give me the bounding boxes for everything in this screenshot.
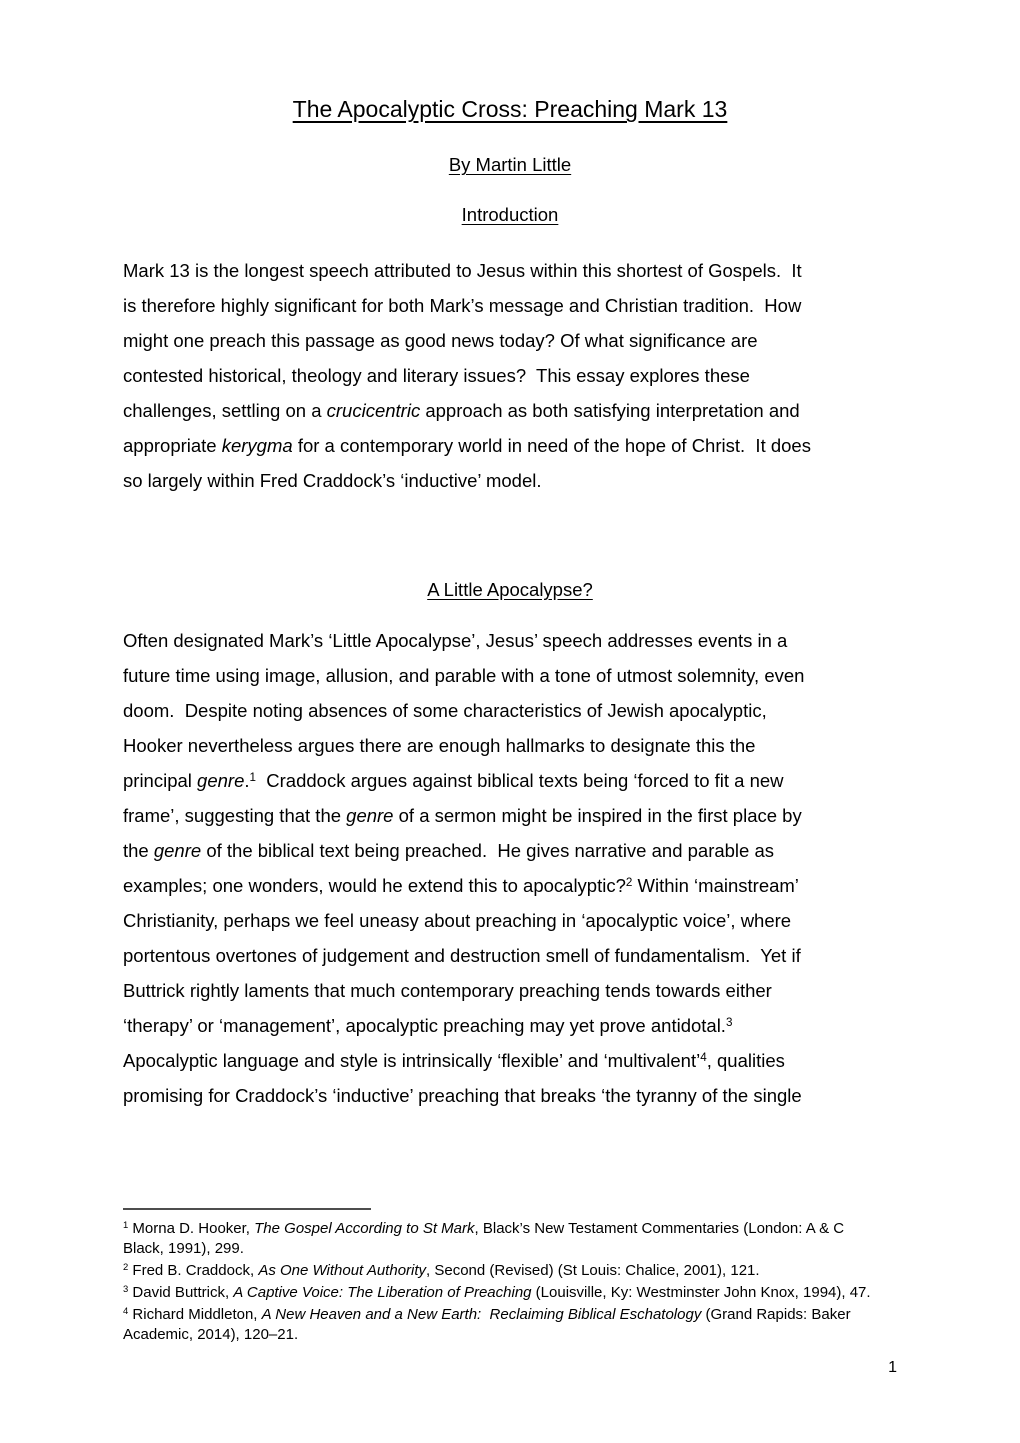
text-segment: genre bbox=[197, 770, 245, 791]
text-segment: , Second (Revised) (St Louis: Chalice, 2001), 121. bbox=[426, 1262, 760, 1279]
text-line bbox=[123, 428, 903, 463]
text-segment: A New Heaven and a New Earth: Reclaiming Biblical Eschatology bbox=[261, 1306, 702, 1323]
footnote-2 bbox=[123, 1261, 913, 1281]
text-segment: is therefore highly significant for both Mark’s message and Christian tradition. How bbox=[123, 295, 802, 316]
text-segment: (Grand Rapids: Baker bbox=[701, 1306, 851, 1323]
text-line bbox=[123, 798, 903, 833]
footnote-separator bbox=[123, 1208, 371, 1210]
text-segment: challenges, settling on a bbox=[123, 400, 327, 421]
text-segment: , Black’s New Testament Commentaries (London: A & C bbox=[474, 1220, 845, 1237]
footnote-reference: 2 bbox=[625, 876, 633, 890]
text-segment: of a sermon might be inspired in the first place by bbox=[393, 805, 802, 826]
text-segment: Richard Middleton, bbox=[128, 1306, 262, 1323]
paragraph-a-little-apocalypse bbox=[123, 623, 903, 1113]
text-line bbox=[123, 728, 903, 763]
text-line bbox=[123, 938, 903, 973]
text-segment: As One Without Authority bbox=[258, 1262, 427, 1279]
text-segment: Academic, 2014), 120–21. bbox=[123, 1326, 299, 1343]
text-line bbox=[123, 1239, 913, 1259]
text-segment: Buttrick rightly laments that much contemporary preaching tends towards either bbox=[123, 980, 772, 1001]
text-segment: , qualities bbox=[706, 1050, 785, 1071]
text-line bbox=[123, 1008, 903, 1043]
text-segment: Morna D. Hooker, bbox=[128, 1220, 255, 1237]
text-segment: contested historical, theology and literary issues? This essay explores these bbox=[123, 365, 750, 386]
footnote-3 bbox=[123, 1283, 913, 1303]
text-line bbox=[123, 1305, 913, 1325]
section-heading-introduction: Introduction bbox=[461, 204, 559, 225]
text-segment: promising for Craddock’s ‘inductive’ preaching that breaks ‘the tyranny of the single bbox=[123, 1085, 802, 1106]
footnote-reference: 3 bbox=[725, 1016, 733, 1030]
text-segment: for a contemporary world in need of the hope of Christ. It does bbox=[292, 435, 811, 456]
text-segment: future time using image, allusion, and parable with a tone of utmost solemnity, even bbox=[123, 665, 805, 686]
text-segment: Black, 1991), 299. bbox=[123, 1240, 244, 1257]
document-title: The Apocalyptic Cross: Preaching Mark 13 bbox=[292, 96, 728, 122]
text-line bbox=[123, 1219, 913, 1239]
text-line bbox=[123, 358, 903, 393]
text-line bbox=[123, 868, 903, 903]
text-line bbox=[123, 288, 903, 323]
text-segment: . bbox=[244, 770, 250, 791]
text-line bbox=[123, 763, 903, 798]
text-segment: principal bbox=[123, 770, 198, 791]
footnote-reference: 4 bbox=[700, 1051, 707, 1065]
text-segment: of the biblical text being preached. He gives narrative and parable as bbox=[201, 840, 775, 861]
text-segment: might one preach this passage as good news today? Of what significance are bbox=[123, 330, 758, 351]
text-segment: (Louisville, Ky: Westminster John Knox, 1994), 47. bbox=[531, 1284, 871, 1301]
text-segment: Craddock argues against biblical texts being ‘forced to fit a new bbox=[256, 770, 784, 791]
text-segment: Often designated Mark’s ‘Little Apocalypse’, Jesus’ speech addresses events in a bbox=[123, 630, 788, 651]
text-segment: frame’, suggesting that the bbox=[123, 805, 347, 826]
text-line bbox=[123, 463, 903, 498]
footnote-reference: 1 bbox=[123, 1220, 129, 1232]
text-segment: kerygma bbox=[221, 435, 293, 456]
text-line bbox=[123, 1078, 903, 1113]
text-segment: approach as both satisfying interpretation and bbox=[420, 400, 800, 421]
footnote-reference: 3 bbox=[123, 1284, 129, 1296]
text-line bbox=[123, 658, 903, 693]
text-segment: appropriate bbox=[123, 435, 222, 456]
text-line bbox=[123, 693, 903, 728]
text-segment: Within ‘mainstream’ bbox=[632, 875, 799, 896]
text-segment: The Gospel According to St Mark bbox=[254, 1220, 475, 1237]
text-segment: David Buttrick, bbox=[128, 1284, 234, 1301]
text-line bbox=[123, 1325, 913, 1345]
footnote-reference: 2 bbox=[123, 1262, 129, 1274]
text-line bbox=[123, 1283, 913, 1303]
document-byline: By Martin Little bbox=[448, 154, 572, 175]
text-segment: Mark 13 is the longest speech attributed to Jesus within this shortest of Gospels. It bbox=[123, 260, 802, 281]
text-line bbox=[123, 1261, 913, 1281]
text-line bbox=[123, 323, 903, 358]
footnotes bbox=[123, 1219, 913, 1347]
text-line bbox=[123, 973, 903, 1008]
text-segment: Fred B. Craddock, bbox=[128, 1262, 259, 1279]
footnote-4 bbox=[123, 1305, 913, 1345]
footnote-reference: 1 bbox=[249, 771, 256, 785]
text-line bbox=[123, 253, 903, 288]
text-segment: genre bbox=[346, 805, 394, 826]
text-line bbox=[123, 1043, 903, 1078]
text-segment: genre bbox=[153, 840, 202, 861]
text-segment: doom. Despite noting absences of some characteristics of Jewish apocalyptic, bbox=[123, 700, 767, 721]
text-segment: so largely within Fred Craddock’s ‘inductive’ model. bbox=[123, 470, 542, 491]
text-segment: A Captive Voice: The Liberation of Preaching bbox=[233, 1284, 532, 1301]
text-segment: crucicentric bbox=[326, 400, 421, 421]
footnote-reference: 4 bbox=[123, 1306, 129, 1318]
section-heading-a-little-apocalypse: A Little Apocalypse? bbox=[427, 579, 593, 600]
text-line bbox=[123, 833, 903, 868]
text-line bbox=[123, 623, 903, 658]
text-line bbox=[123, 903, 903, 938]
text-segment: the bbox=[123, 840, 154, 861]
text-line bbox=[123, 393, 903, 428]
text-segment: ‘therapy’ or ‘management’, apocalyptic preaching may yet prove antidotal. bbox=[123, 1015, 726, 1036]
page-number: 1 bbox=[888, 1359, 897, 1376]
text-segment: portentous overtones of judgement and destruction smell of fundamentalism. Yet if bbox=[123, 945, 801, 966]
text-segment: Apocalyptic language and style is intrinsically ‘flexible’ and ‘multivalent’ bbox=[123, 1050, 701, 1071]
paragraph-introduction bbox=[123, 253, 903, 498]
text-segment: Hooker nevertheless argues there are enough hallmarks to designate this the bbox=[123, 735, 756, 756]
text-segment: Christianity, perhaps we feel uneasy about preaching in ‘apocalyptic voice’, where bbox=[123, 910, 792, 931]
text-segment: examples; one wonders, would he extend this to apocalyptic? bbox=[123, 875, 626, 896]
footnote-1 bbox=[123, 1219, 913, 1259]
